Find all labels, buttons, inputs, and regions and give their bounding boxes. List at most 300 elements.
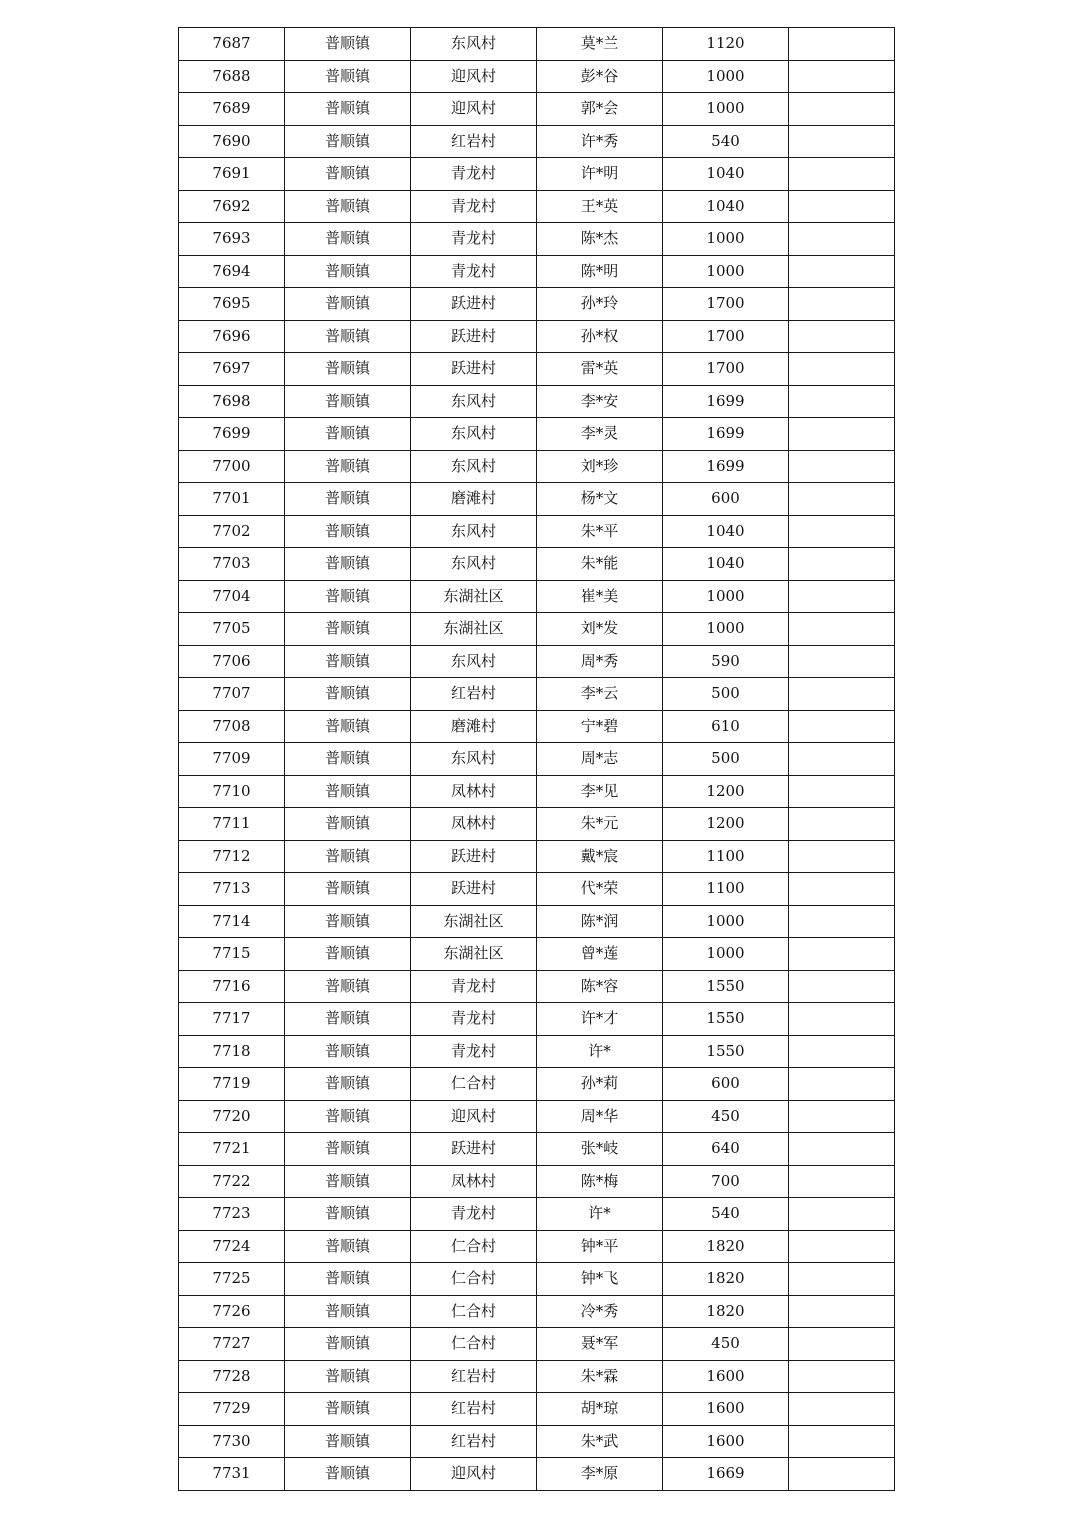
remark-cell [789,580,895,613]
row-number-cell: 7703 [179,548,285,581]
village-cell: 仁合村 [411,1328,537,1361]
village-cell: 磨滩村 [411,483,537,516]
person-name-cell: 李*原 [537,1458,663,1491]
amount-cell: 1820 [663,1230,789,1263]
remark-cell [789,1165,895,1198]
amount-cell: 1600 [663,1360,789,1393]
amount-cell: 1120 [663,28,789,61]
amount-cell: 610 [663,710,789,743]
village-cell: 迎风村 [411,1458,537,1491]
table-row [179,1035,895,1068]
table-row [179,288,895,321]
town-cell: 普顺镇 [285,483,411,516]
row-number-cell: 7722 [179,1165,285,1198]
table-row [179,515,895,548]
table-row [179,60,895,93]
remark-cell [789,125,895,158]
person-name-cell: 李*见 [537,775,663,808]
table-row [179,223,895,256]
amount-cell: 1000 [663,938,789,971]
row-number-cell: 7687 [179,28,285,61]
town-cell: 普顺镇 [285,1263,411,1296]
table-row [179,1360,895,1393]
row-number-cell: 7709 [179,743,285,776]
table-row [179,678,895,711]
row-number-cell: 7714 [179,905,285,938]
amount-cell: 500 [663,678,789,711]
amount-cell: 1550 [663,970,789,1003]
village-cell: 红岩村 [411,678,537,711]
town-cell: 普顺镇 [285,938,411,971]
village-cell: 青龙村 [411,223,537,256]
person-name-cell: 莫*兰 [537,28,663,61]
amount-cell: 1820 [663,1263,789,1296]
amount-cell: 1200 [663,775,789,808]
town-cell: 普顺镇 [285,613,411,646]
row-number-cell: 7731 [179,1458,285,1491]
remark-cell [789,548,895,581]
town-cell: 普顺镇 [285,775,411,808]
town-cell: 普顺镇 [285,1003,411,1036]
remark-cell [789,353,895,386]
table-row [179,808,895,841]
row-number-cell: 7700 [179,450,285,483]
table-row [179,613,895,646]
town-cell: 普顺镇 [285,873,411,906]
village-cell: 仁合村 [411,1068,537,1101]
person-name-cell: 孙*莉 [537,1068,663,1101]
village-cell: 跃进村 [411,873,537,906]
amount-cell: 1040 [663,190,789,223]
row-number-cell: 7728 [179,1360,285,1393]
table-row [179,645,895,678]
village-cell: 东湖社区 [411,580,537,613]
person-name-cell: 陈*梅 [537,1165,663,1198]
town-cell: 普顺镇 [285,580,411,613]
town-cell: 普顺镇 [285,1198,411,1231]
person-name-cell: 朱*武 [537,1425,663,1458]
row-number-cell: 7712 [179,840,285,873]
remark-cell [789,255,895,288]
person-name-cell: 郭*会 [537,93,663,126]
remark-cell [789,93,895,126]
village-cell: 东风村 [411,418,537,451]
person-name-cell: 孙*玲 [537,288,663,321]
village-cell: 红岩村 [411,1425,537,1458]
person-name-cell: 戴*宸 [537,840,663,873]
town-cell: 普顺镇 [285,60,411,93]
table-row [179,1003,895,1036]
remark-cell [789,1133,895,1166]
town-cell: 普顺镇 [285,678,411,711]
remark-cell [789,1068,895,1101]
remark-cell [789,1458,895,1491]
person-name-cell: 许*秀 [537,125,663,158]
row-number-cell: 7690 [179,125,285,158]
table-row [179,1133,895,1166]
amount-cell: 450 [663,1328,789,1361]
person-name-cell: 代*荣 [537,873,663,906]
amount-cell: 1000 [663,255,789,288]
remark-cell [789,678,895,711]
row-number-cell: 7707 [179,678,285,711]
amount-cell: 500 [663,743,789,776]
town-cell: 普顺镇 [285,1035,411,1068]
row-number-cell: 7721 [179,1133,285,1166]
amount-cell: 1699 [663,450,789,483]
row-number-cell: 7702 [179,515,285,548]
row-number-cell: 7715 [179,938,285,971]
row-number-cell: 7724 [179,1230,285,1263]
village-cell: 东风村 [411,548,537,581]
row-number-cell: 7692 [179,190,285,223]
remark-cell [789,1393,895,1426]
table-row [179,840,895,873]
table-row [179,548,895,581]
village-cell: 迎风村 [411,60,537,93]
remark-cell [789,743,895,776]
person-name-cell: 刘*珍 [537,450,663,483]
person-name-cell: 曾*莲 [537,938,663,971]
row-number-cell: 7695 [179,288,285,321]
table-row [179,385,895,418]
town-cell: 普顺镇 [285,1100,411,1133]
person-name-cell: 孙*权 [537,320,663,353]
village-cell: 仁合村 [411,1230,537,1263]
town-cell: 普顺镇 [285,450,411,483]
remark-cell [789,1328,895,1361]
roster-table-body [179,28,895,1491]
row-number-cell: 7689 [179,93,285,126]
person-name-cell: 张*岐 [537,1133,663,1166]
table-row [179,710,895,743]
table-row [179,320,895,353]
town-cell: 普顺镇 [285,125,411,158]
row-number-cell: 7697 [179,353,285,386]
person-name-cell: 许* [537,1035,663,1068]
person-name-cell: 王*英 [537,190,663,223]
town-cell: 普顺镇 [285,1328,411,1361]
amount-cell: 1700 [663,353,789,386]
remark-cell [789,1425,895,1458]
village-cell: 青龙村 [411,1198,537,1231]
remark-cell [789,905,895,938]
person-name-cell: 钟*飞 [537,1263,663,1296]
village-cell: 跃进村 [411,353,537,386]
amount-cell: 1040 [663,548,789,581]
town-cell: 普顺镇 [285,158,411,191]
remark-cell [789,223,895,256]
village-cell: 东风村 [411,743,537,776]
remark-cell [789,808,895,841]
town-cell: 普顺镇 [285,645,411,678]
remark-cell [789,320,895,353]
amount-cell: 1000 [663,580,789,613]
amount-cell: 1100 [663,840,789,873]
town-cell: 普顺镇 [285,1133,411,1166]
amount-cell: 1700 [663,288,789,321]
remark-cell [789,1198,895,1231]
person-name-cell: 杨*文 [537,483,663,516]
village-cell: 红岩村 [411,1360,537,1393]
remark-cell [789,775,895,808]
town-cell: 普顺镇 [285,385,411,418]
amount-cell: 1000 [663,60,789,93]
table-row [179,970,895,1003]
remark-cell [789,613,895,646]
person-name-cell: 朱*元 [537,808,663,841]
village-cell: 东风村 [411,515,537,548]
amount-cell: 1200 [663,808,789,841]
town-cell: 普顺镇 [285,743,411,776]
table-row [179,1393,895,1426]
person-name-cell: 朱*霖 [537,1360,663,1393]
person-name-cell: 李*灵 [537,418,663,451]
amount-cell: 1100 [663,873,789,906]
town-cell: 普顺镇 [285,28,411,61]
village-cell: 青龙村 [411,190,537,223]
remark-cell [789,645,895,678]
table-row [179,1425,895,1458]
row-number-cell: 7691 [179,158,285,191]
amount-cell: 1699 [663,418,789,451]
table-row [179,255,895,288]
row-number-cell: 7699 [179,418,285,451]
table-row [179,1068,895,1101]
table-row [179,775,895,808]
town-cell: 普顺镇 [285,515,411,548]
amount-cell: 1000 [663,93,789,126]
table-row [179,1230,895,1263]
amount-cell: 590 [663,645,789,678]
person-name-cell: 彭*谷 [537,60,663,93]
person-name-cell: 宁*碧 [537,710,663,743]
remark-cell [789,1263,895,1296]
village-cell: 东湖社区 [411,613,537,646]
row-number-cell: 7708 [179,710,285,743]
person-name-cell: 许*才 [537,1003,663,1036]
town-cell: 普顺镇 [285,905,411,938]
row-number-cell: 7716 [179,970,285,1003]
amount-cell: 1550 [663,1035,789,1068]
village-cell: 红岩村 [411,125,537,158]
person-name-cell: 许*明 [537,158,663,191]
row-number-cell: 7723 [179,1198,285,1231]
table-row [179,580,895,613]
town-cell: 普顺镇 [285,710,411,743]
remark-cell [789,418,895,451]
village-cell: 青龙村 [411,970,537,1003]
row-number-cell: 7696 [179,320,285,353]
row-number-cell: 7693 [179,223,285,256]
row-number-cell: 7717 [179,1003,285,1036]
remark-cell [789,483,895,516]
town-cell: 普顺镇 [285,1360,411,1393]
amount-cell: 640 [663,1133,789,1166]
village-cell: 东湖社区 [411,905,537,938]
table-row [179,93,895,126]
amount-cell: 1550 [663,1003,789,1036]
row-number-cell: 7730 [179,1425,285,1458]
amount-cell: 1000 [663,223,789,256]
town-cell: 普顺镇 [285,1068,411,1101]
remark-cell [789,1360,895,1393]
amount-cell: 600 [663,1068,789,1101]
row-number-cell: 7726 [179,1295,285,1328]
amount-cell: 540 [663,125,789,158]
town-cell: 普顺镇 [285,255,411,288]
table-row [179,1458,895,1491]
remark-cell [789,28,895,61]
table-row [179,1263,895,1296]
amount-cell: 1000 [663,905,789,938]
person-name-cell: 崔*美 [537,580,663,613]
row-number-cell: 7704 [179,580,285,613]
village-cell: 红岩村 [411,1393,537,1426]
village-cell: 凤林村 [411,808,537,841]
town-cell: 普顺镇 [285,190,411,223]
table-row [179,158,895,191]
table-row [179,483,895,516]
table-row [179,125,895,158]
amount-cell: 1669 [663,1458,789,1491]
remark-cell [789,873,895,906]
remark-cell [789,515,895,548]
village-cell: 迎风村 [411,1100,537,1133]
town-cell: 普顺镇 [285,1165,411,1198]
person-name-cell: 冷*秀 [537,1295,663,1328]
table-row [179,938,895,971]
row-number-cell: 7688 [179,60,285,93]
town-cell: 普顺镇 [285,353,411,386]
amount-cell: 1600 [663,1425,789,1458]
person-name-cell: 陈*润 [537,905,663,938]
town-cell: 普顺镇 [285,93,411,126]
village-cell: 仁合村 [411,1263,537,1296]
village-cell: 东风村 [411,28,537,61]
table-row [179,1165,895,1198]
row-number-cell: 7719 [179,1068,285,1101]
village-cell: 凤林村 [411,1165,537,1198]
row-number-cell: 7710 [179,775,285,808]
village-cell: 青龙村 [411,158,537,191]
amount-cell: 1700 [663,320,789,353]
person-name-cell: 钟*平 [537,1230,663,1263]
amount-cell: 1000 [663,613,789,646]
remark-cell [789,1295,895,1328]
remark-cell [789,60,895,93]
amount-cell: 1820 [663,1295,789,1328]
town-cell: 普顺镇 [285,418,411,451]
person-name-cell: 刘*发 [537,613,663,646]
amount-cell: 540 [663,1198,789,1231]
remark-cell [789,710,895,743]
remark-cell [789,288,895,321]
village-cell: 青龙村 [411,1003,537,1036]
village-cell: 东风村 [411,385,537,418]
amount-cell: 450 [663,1100,789,1133]
town-cell: 普顺镇 [285,1295,411,1328]
row-number-cell: 7706 [179,645,285,678]
remark-cell [789,1003,895,1036]
person-name-cell: 周*华 [537,1100,663,1133]
row-number-cell: 7713 [179,873,285,906]
town-cell: 普顺镇 [285,970,411,1003]
remark-cell [789,1100,895,1133]
person-name-cell: 朱*平 [537,515,663,548]
village-cell: 仁合村 [411,1295,537,1328]
town-cell: 普顺镇 [285,1425,411,1458]
row-number-cell: 7698 [179,385,285,418]
remark-cell [789,450,895,483]
person-name-cell: 李*安 [537,385,663,418]
person-name-cell: 陈*容 [537,970,663,1003]
person-name-cell: 周*秀 [537,645,663,678]
town-cell: 普顺镇 [285,548,411,581]
person-name-cell: 聂*军 [537,1328,663,1361]
table-row [179,450,895,483]
village-cell: 青龙村 [411,255,537,288]
village-cell: 跃进村 [411,320,537,353]
remark-cell [789,385,895,418]
village-cell: 跃进村 [411,840,537,873]
person-name-cell: 陈*杰 [537,223,663,256]
town-cell: 普顺镇 [285,223,411,256]
amount-cell: 1699 [663,385,789,418]
table-row [179,1295,895,1328]
table-row [179,905,895,938]
remark-cell [789,970,895,1003]
row-number-cell: 7718 [179,1035,285,1068]
town-cell: 普顺镇 [285,320,411,353]
row-number-cell: 7727 [179,1328,285,1361]
remark-cell [789,840,895,873]
row-number-cell: 7711 [179,808,285,841]
table-row [179,1198,895,1231]
town-cell: 普顺镇 [285,808,411,841]
village-cell: 东湖社区 [411,938,537,971]
town-cell: 普顺镇 [285,840,411,873]
remark-cell [789,1035,895,1068]
town-cell: 普顺镇 [285,1458,411,1491]
row-number-cell: 7694 [179,255,285,288]
table-row [179,28,895,61]
village-cell: 青龙村 [411,1035,537,1068]
amount-cell: 1040 [663,158,789,191]
amount-cell: 1040 [663,515,789,548]
remark-cell [789,1230,895,1263]
village-cell: 跃进村 [411,1133,537,1166]
person-name-cell: 胡*琼 [537,1393,663,1426]
amount-cell: 1600 [663,1393,789,1426]
remark-cell [789,158,895,191]
person-name-cell: 周*志 [537,743,663,776]
table-row [179,1328,895,1361]
person-name-cell: 雷*英 [537,353,663,386]
document-page [178,27,894,1491]
village-cell: 跃进村 [411,288,537,321]
village-cell: 凤林村 [411,775,537,808]
table-row [179,743,895,776]
row-number-cell: 7720 [179,1100,285,1133]
row-number-cell: 7705 [179,613,285,646]
row-number-cell: 7729 [179,1393,285,1426]
remark-cell [789,938,895,971]
row-number-cell: 7701 [179,483,285,516]
row-number-cell: 7725 [179,1263,285,1296]
table-row [179,418,895,451]
town-cell: 普顺镇 [285,1393,411,1426]
